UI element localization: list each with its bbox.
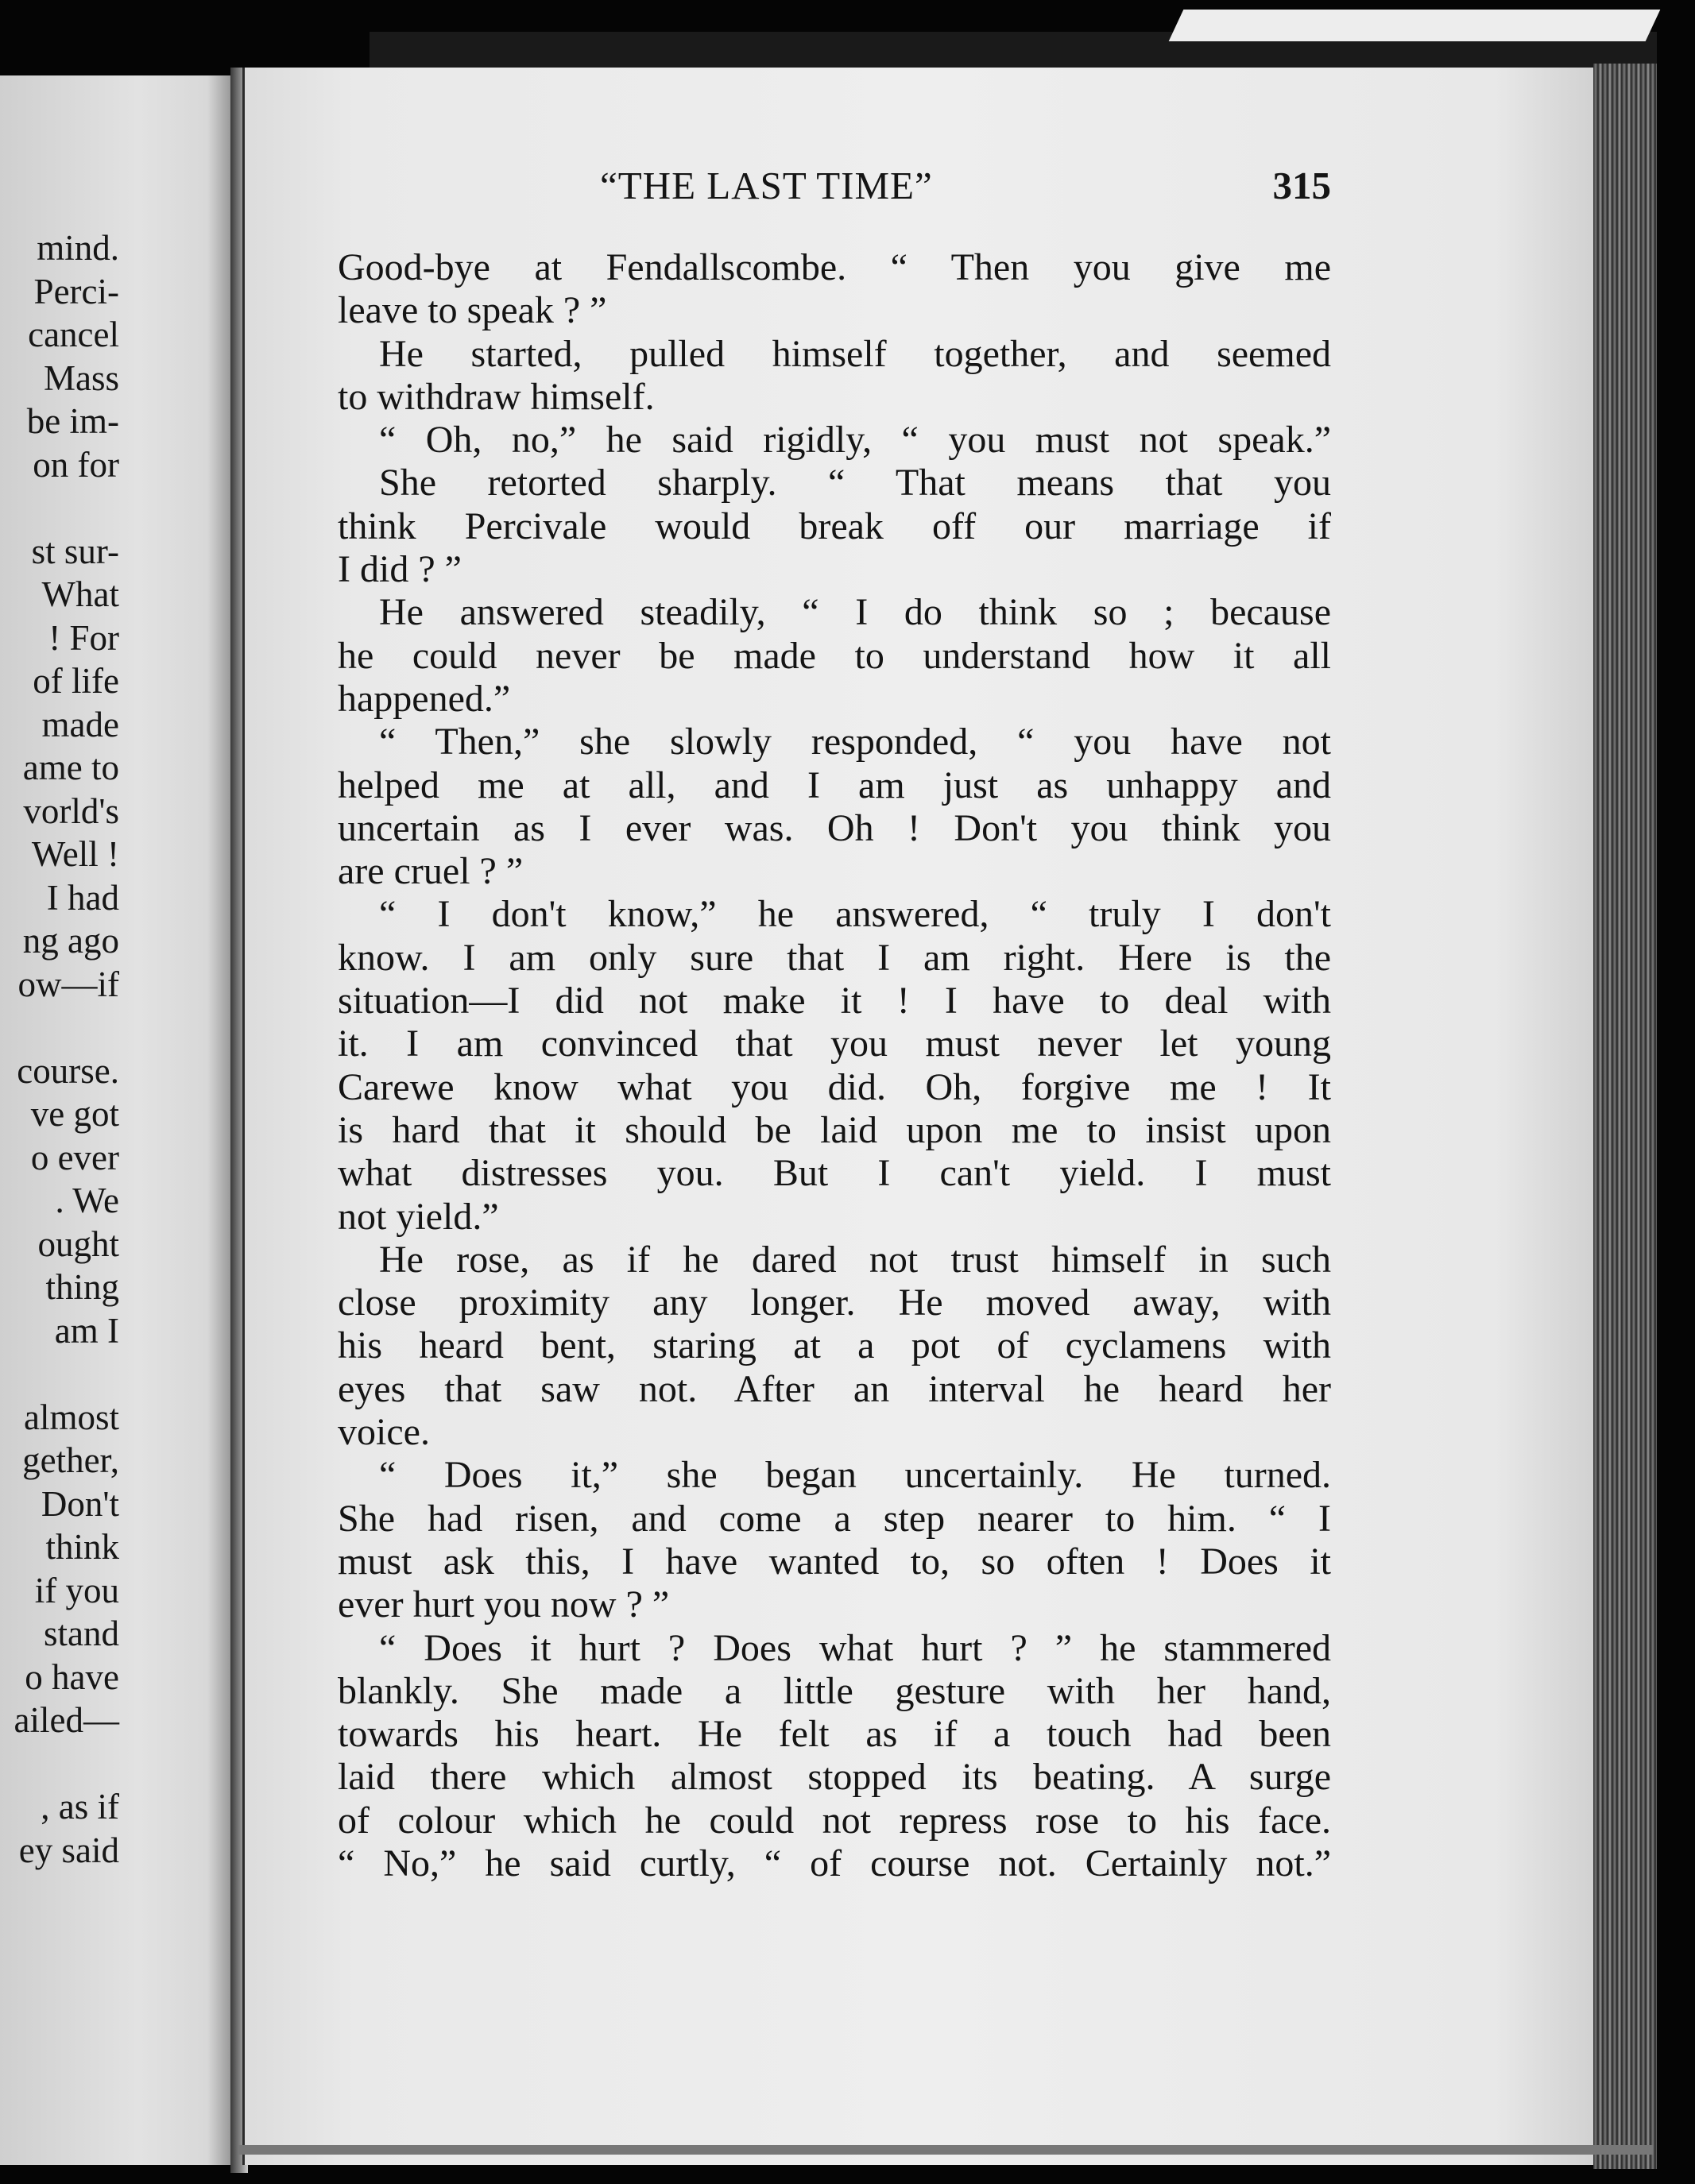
text-line: it. I am convinced that you must never let young [338,1022,1331,1065]
text-line: She had risen, and come a step nearer to him. “ I [338,1497,1331,1540]
previous-page-line: o ever [30,1137,119,1177]
previous-page-line: ng ago [22,921,119,961]
previous-page-line: What [41,574,119,614]
text-line: happened.” [338,677,511,720]
previous-page-line [0,1742,119,1786]
previous-page-line: if you [34,1570,119,1610]
previous-page-line: gether, [22,1440,119,1480]
previous-page-line: ought [37,1223,119,1264]
previous-page-line: made [41,704,119,744]
text-line: must ask this, I have wanted to, so often ! Does it [338,1540,1331,1583]
text-line: voice. [338,1411,430,1454]
previous-page-line: ! For [48,617,119,658]
text-line: what distresses you. But I can't yield. I must [338,1152,1331,1195]
previous-page-line: Mass [43,358,119,398]
text-line: is hard that it should be laid upon me to insist upon [338,1108,1331,1151]
page-header [338,163,1331,211]
text-line: eyes that saw not. After an interval he heard her [338,1367,1331,1410]
previous-page [0,75,230,2165]
previous-page-line: st sur- [31,531,119,571]
page-bottom-edge [238,2145,1653,2155]
previous-page-line: ey said [18,1830,119,1870]
previous-page-line: ame to [22,748,119,787]
previous-page-line: vorld's [23,790,119,831]
previous-page-line: on for [33,444,119,485]
previous-page-line [0,486,119,530]
text-line: He started, pulled himself together, and seemed [379,332,1331,375]
previous-page-line: Don't [41,1483,119,1524]
running-head: “THE LAST TIME” [600,164,933,207]
text-line: laid there which almost stopped its beating. A surge [338,1756,1331,1799]
previous-page-line: thing [45,1267,119,1307]
previous-page-line: . We [55,1181,119,1220]
text-line: She retorted sharply. “ That means that you [379,462,1331,504]
text-line: think Percivale would break off our marriage if [338,504,1331,547]
text-line: “ Oh, no,” he said rigidly, “ you must not speak.” [379,419,1331,462]
text-line: He rose, as if he dared not trust himself in such [379,1238,1331,1281]
text-line: I did ? ” [338,548,462,591]
text-line: helped me at all, and I am just as unhappy and [338,763,1331,806]
text-line: blankly. She made a little gesture with her hand, [338,1669,1331,1712]
page-body [338,246,1331,1885]
previous-page-line: of life [33,661,119,701]
previous-page-line: o have [25,1656,119,1697]
text-line: situation—I did not make it ! I have to deal with [338,980,1331,1022]
previous-page-line: ailed— [14,1700,119,1740]
previous-page-line: Well ! [31,834,119,874]
previous-page-line: be im- [26,401,119,441]
previous-page-line: course. [17,1050,119,1091]
page-edges [1593,64,1657,2169]
previous-page-line: cancel [28,315,119,354]
previous-page-line: ow—if [17,964,119,1004]
previous-page-line: Perci- [33,271,119,311]
previous-page-line: think [45,1527,119,1567]
text-line: He answered steadily, “ I do think so ; because [379,591,1331,634]
previous-page-line: stand [44,1614,119,1653]
text-line: “ I don't know,” he answered, “ truly I don't [379,893,1331,936]
text-line: to withdraw himself. [338,375,655,418]
previous-page-line: am I [54,1310,119,1351]
text-line: know. I am only sure that I am right. Here is the [338,936,1331,979]
previous-page-line: I had [46,877,119,918]
previous-page-text [0,226,119,1872]
previous-page-line: , as if [41,1787,119,1826]
text-line: are cruel ? ” [338,850,524,893]
text-line: “ Then,” she slowly responded, “ you have not [379,721,1331,763]
previous-page-line [0,1352,119,1396]
previous-page-line: ve got [30,1094,119,1134]
text-line: of colour which he could not repress rose to his face. [338,1799,1331,1842]
text-line: Carewe know what you did. Oh, forgive me ! It [338,1065,1331,1108]
text-line: “ Does it,” she began uncertainly. He turned. [379,1454,1331,1497]
text-line: leave to speak ? ” [338,289,607,332]
previous-page-line: mind. [37,228,119,268]
background-page-corner [1169,10,1661,41]
text-line: he could never be made to understand how it all [338,634,1331,677]
text-line: Good-bye at Fendallscombe. “ Then you give me [338,246,1331,288]
previous-page-line: almost [24,1397,119,1437]
text-line: towards his heart. He felt as if a touch had been [338,1713,1331,1756]
text-line: “ No,” he said curtly, “ of course not. Certainly not.” [338,1842,1331,1884]
previous-page-line [0,1006,119,1049]
text-line: not yield.” [338,1195,499,1238]
text-line: ever hurt you now ? ” [338,1583,670,1626]
text-line: “ Does it hurt ? Does what hurt ? ” he stammered [379,1626,1331,1669]
text-line: close proximity any longer. He moved away, with [338,1281,1331,1324]
text-line: his heard bent, staring at a pot of cyclamens with [338,1324,1331,1367]
page-number: 315 [1272,164,1331,207]
text-line: uncertain as I ever was. Oh ! Don't you think you [338,806,1331,849]
